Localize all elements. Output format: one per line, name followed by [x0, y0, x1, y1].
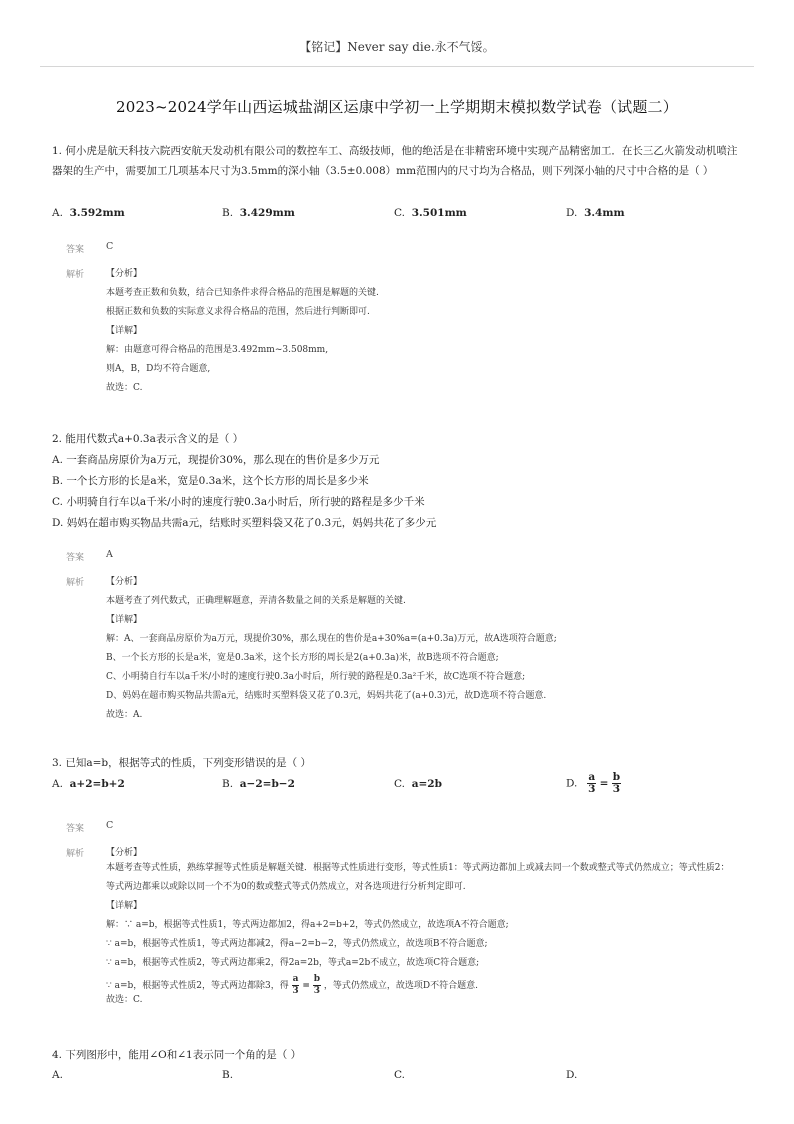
analysis-line: 【分析】 [106, 848, 143, 858]
option-letter: D. [566, 207, 578, 219]
analysis-line: 故选：C. [106, 995, 143, 1005]
question-2-answer: A [106, 549, 113, 560]
analysis-line: 本题考查等式性质，熟练掌握等式性质是解题关键．根据等式性质进行变形，等式性质1：等式两边都加上或减去同一个数或整式等式仍然成立；等式性质2：等式两边都乘以或除以同一个不为0的数或整式等式仍然成立，对各选项进行分析判定即可. [106, 863, 730, 892]
fraction-b-over-3: $\frac{b}{3}$ [313, 974, 321, 996]
analysis-line: C、小明骑自行车以a千米/小时的速度行驶0.3a小时后，所行驶的路程是0.3a²千米，故C选项不符合题意; [106, 672, 526, 682]
question-3-option-b[interactable] [222, 778, 295, 790]
question-1-option-b[interactable] [222, 207, 295, 219]
analysis-line: 解：∵ a=b，根据等式性质1，等式两边都加2，得a+2=b+2，等式仍然成立，故选项A不符合题意; [106, 920, 509, 930]
question-4-option-b[interactable] [222, 1069, 233, 1081]
option-letter: C. [52, 496, 63, 508]
option-text: 一个长方形的长是a米，宽是0.3a米，这个长方形的周长是多少米 [66, 475, 369, 487]
analysis-line: 【分析】 [106, 269, 143, 279]
option-letter: B. [52, 475, 64, 487]
question-1-option-d[interactable] [566, 207, 625, 219]
option-text: 3.592mm [69, 207, 125, 219]
question-3-option-a[interactable] [52, 778, 125, 790]
option-text: 3.429mm [239, 207, 295, 219]
option-text: 3.501mm [411, 207, 467, 219]
analysis-line: D、妈妈在超市购买物品共需a元，结账时买塑料袋又花了0.3元，妈妈共花了(a+0.3)元，故D选项不符合题意. [106, 691, 547, 701]
analysis-label: 解析 [66, 849, 85, 859]
exam-title: 2023~2024学年山西运城盐湖区运康中学初一上学期期末模拟数学试卷（试题二） [116, 98, 678, 116]
analysis-line: 【详解】 [106, 326, 143, 336]
analysis-line: 本题考查正数和负数，结合已知条件求得合格品的范围是解题的关键. [106, 288, 379, 298]
analysis-line: ∵ a=b，根据等式性质2，等式两边都乘2，得2a=2b，等式a=2b不成立，故选项C符合题意; [106, 958, 480, 968]
fraction-a-over-3: $\frac{a}{3}$ [292, 974, 299, 996]
analysis-line: B、一个长方形的长是a米，宽是0.3a米，这个长方形的周长是2(a+0.3a)米，故B选项不符合题意; [106, 653, 499, 663]
option-letter: D. [52, 517, 64, 529]
fraction-b-over-3: $\frac{b}{3}$ [612, 771, 621, 795]
question-1-stem: 1. 何小虎是航天科技六院西安航天发动机有限公司的数控车工、高级技师，他的绝活是在非精密环境中实现产品精密加工．在长三乙火箭发动机喷注器架的生产中，需要加工几项基本尺寸为3.5mm的深小轴（3.5±0.008）mm范围内的尺寸均为合格品，则下列深小轴的尺寸中合格的是（ ） [52, 145, 738, 177]
analysis-line: ∵ a=b，根据等式性质1，等式两边都减2，得a−2=b−2，等式仍然成立，故选项B不符合题意; [106, 939, 488, 949]
analysis-line: 【详解】 [106, 615, 143, 625]
option-text: a−2=b−2 [239, 778, 295, 790]
analysis-line: 本题考查了列代数式，正确理解题意，弄清各数量之间的关系是解题的关键. [106, 596, 406, 606]
answer-label: 答案 [66, 245, 85, 255]
analysis-line: 【分析】 [106, 577, 143, 587]
option-letter: A. [52, 778, 63, 790]
option-letter: D. [566, 1069, 578, 1081]
question-1-option-a[interactable] [52, 207, 125, 219]
question-3-option-c[interactable] [394, 778, 442, 790]
option-letter: C. [394, 778, 405, 790]
analysis-label: 解析 [66, 578, 85, 588]
option-letter: B. [222, 1069, 234, 1081]
question-4-stem: 4. 下列图形中，能用∠O和∠1表示同一个角的是（ ） [52, 1049, 302, 1061]
question-4-option-a[interactable] [52, 1069, 63, 1081]
option-text: 一套商品房原价为a万元，现提价30%，那么现在的售价是多少万元 [66, 454, 380, 466]
option-letter: A. [52, 454, 63, 466]
option-letter: D. [566, 777, 578, 790]
analysis-line: 【详解】 [106, 901, 143, 911]
option-letter: C. [394, 207, 405, 219]
question-2-stem: 2. 能用代数式a+0.3a表示含义的是（ ） [52, 433, 244, 445]
option-letter: A. [52, 207, 63, 219]
question-3-answer: C [106, 820, 114, 831]
analysis-line: 则A，B，D均不符合题意, [106, 364, 211, 374]
option-letter: B. [222, 778, 234, 790]
analysis-line: 根据正数和负数的实际意义求得合格品的范围，然后进行判断即可. [106, 307, 370, 317]
option-text: 小明骑自行车以a千米/小时的速度行驶0.3a小时后，所行驶的路程是多少千米 [66, 496, 425, 508]
question-2-option-d[interactable] [52, 515, 436, 530]
header-motto: 【铭记】Never say die.永不气馁。 [299, 40, 495, 54]
question-4-option-c[interactable] [394, 1069, 405, 1081]
analysis-line: 故选：A. [106, 710, 143, 720]
question-4-option-d[interactable] [566, 1069, 577, 1081]
option-text: a=2b [411, 778, 442, 790]
option-letter: A. [52, 1069, 63, 1081]
header-divider [40, 66, 754, 67]
analysis-line-with-fraction: ∵ a=b，根据等式性质2，等式两边都除3，得 $\frac{a}{3}$ = $\frac{b}{3}$ ，等式仍然成立，故选项D不符合题意. [106, 974, 478, 996]
fraction-a-over-3: $\frac{a}{3}$ [588, 771, 596, 795]
option-text: a+2=b+2 [69, 778, 125, 790]
option-text: 3.4mm [584, 207, 625, 219]
answer-label: 答案 [66, 553, 85, 563]
option-text: 妈妈在超市购买物品共需a元，结账时买塑料袋又花了0.3元，妈妈共花了多少元 [66, 517, 437, 529]
question-2-option-a[interactable] [52, 452, 379, 467]
question-1-option-c[interactable] [394, 207, 467, 219]
question-3-stem: 3. 已知a=b，根据等式的性质，下列变形错误的是（ ） [52, 757, 311, 769]
analysis-line: 故选：C. [106, 383, 143, 393]
question-1-answer: C [106, 241, 114, 252]
option-letter: B. [222, 207, 234, 219]
answer-label: 答案 [66, 824, 85, 834]
question-3-option-d[interactable]: D. $\frac{a}{3}$ = $\frac{b}{3}$ [566, 771, 621, 795]
analysis-line: 解：由题意可得合格品的范围是3.492mm~3.508mm, [106, 345, 329, 355]
question-2-option-c[interactable] [52, 494, 425, 509]
option-letter: C. [394, 1069, 405, 1081]
analysis-line: 解：A、一套商品房原价为a万元，现提价30%，那么现在的售价是a+30%a=(a+0.3a)万元，故A选项符合题意; [106, 634, 557, 644]
question-2-option-b[interactable] [52, 473, 369, 488]
analysis-label: 解析 [66, 270, 85, 280]
